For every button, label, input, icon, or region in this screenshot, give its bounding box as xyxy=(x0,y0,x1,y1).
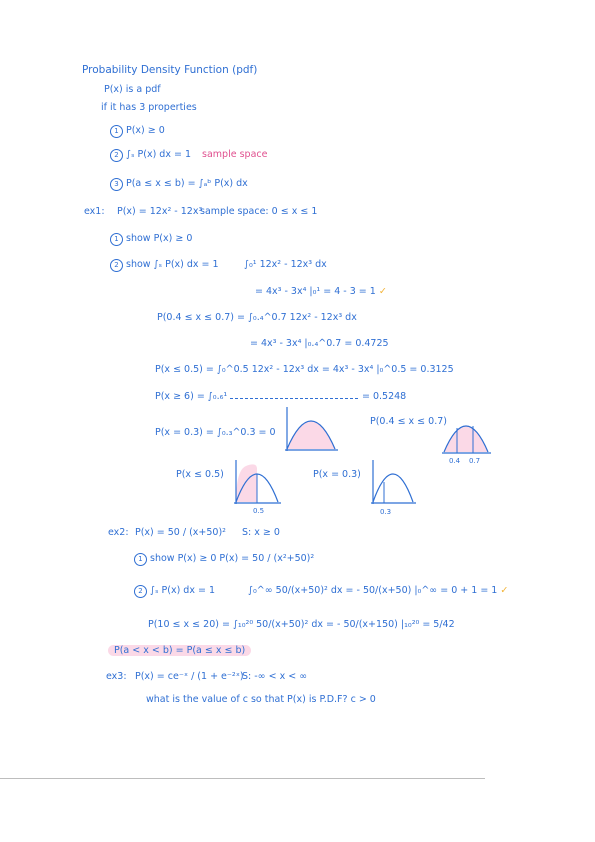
check-icon: ✓ xyxy=(378,286,387,297)
ex1-definition: P(x) = 12x² - 12x³ xyxy=(117,206,203,217)
ex1-prob-1-result: = 4x³ - 3x⁴ |₀.₄^0.7 = 0.4725 xyxy=(250,338,389,349)
circle-number: 3 xyxy=(110,178,123,191)
property-3 xyxy=(110,178,248,191)
ex1-label: ex1: xyxy=(84,206,105,217)
circle-number: 2 xyxy=(110,259,123,272)
circle-number: 2 xyxy=(110,149,123,162)
graph-4-title: P(x = 0.3) xyxy=(313,469,361,480)
ex1-step-1 xyxy=(110,233,192,246)
ex1-sample-space: sample space: 0 ≤ x ≤ 1 xyxy=(200,206,318,217)
step-text: show P(x) ≥ 0 xyxy=(126,233,193,244)
graph-2-label-b: 0.7 xyxy=(469,457,481,465)
ex2-step-2 xyxy=(134,585,215,598)
property-1 xyxy=(110,125,165,138)
result-text: = 4x³ - 3x⁴ |₀¹ = 4 - 3 = 1 xyxy=(255,286,376,297)
ex1-prob-3-result: = 0.5248 xyxy=(362,391,407,402)
ex3-question: what is the value of c so that P(x) is P.D.F? c > 0 xyxy=(146,694,376,705)
ex1-prob-3: P(x ≥ 6) = ∫₀.₆¹ xyxy=(155,391,228,402)
ex1-prob-4: P(x = 0.3) = ∫₀.₃^0.3 = 0 xyxy=(155,427,276,438)
sketch-graph-4 xyxy=(369,460,417,506)
step-text: show P(x) ≥ 0 P(x) = 50 / (x²+50)² xyxy=(150,553,315,564)
ex2-sample-space: S: x ≥ 0 xyxy=(242,527,280,538)
property-2 xyxy=(110,149,267,162)
graph-2-label-a: 0.4 xyxy=(449,457,461,465)
sketch-graph-3 xyxy=(232,460,282,506)
property-text: ∫ₛ P(x) dx = 1 xyxy=(126,149,191,160)
graph-2-title: P(0.4 ≤ x ≤ 0.7) xyxy=(370,416,447,427)
step-text: ∫ₛ P(x) dx = 1 xyxy=(150,585,215,596)
ex2-definition: P(x) = 50 / (x+50)² xyxy=(135,527,226,538)
ex2-step-1 xyxy=(134,553,314,566)
ex2-label: ex2: xyxy=(108,527,129,538)
circle-number: 1 xyxy=(110,125,123,138)
ex2-prob-1: P(10 ≤ x ≤ 20) = ∫₁₀²⁰ 50/(x+50)² dx = - 50/(x+150) |₁₀²⁰ = 5/42 xyxy=(148,619,455,630)
ex3-definition: P(x) = ce⁻ˣ / (1 + e⁻²ˣ) xyxy=(135,671,244,682)
ex3-label: ex3: xyxy=(106,671,127,682)
intro-line-1: P(x) is a pdf xyxy=(104,84,161,95)
ex2-step-2-integral xyxy=(248,585,508,597)
ex1-step-2-result xyxy=(255,286,387,298)
ex1-prob-1: P(0.4 ≤ x ≤ 0.7) = ∫₀.₄^0.7 12x² - 12x³ dx xyxy=(157,312,357,323)
property-text: P(x) ≥ 0 xyxy=(126,125,165,136)
sketch-graph-2 xyxy=(440,412,492,456)
circle-number: 1 xyxy=(110,233,123,246)
check-icon: ✓ xyxy=(500,585,509,596)
sketch-graph-1 xyxy=(283,407,339,453)
circle-number: 2 xyxy=(134,585,147,598)
ex3-sample-space: S: -∞ < x < ∞ xyxy=(242,671,308,682)
ex1-step-2 xyxy=(110,259,219,272)
dashed-line xyxy=(230,398,358,399)
graph-4-label: 0.3 xyxy=(380,508,392,516)
note-text: P(a < x < b) = P(a ≤ x ≤ b) xyxy=(108,645,251,656)
ex1-prob-2: P(x ≤ 0.5) = ∫₀^0.5 12x² - 12x³ dx = 4x³ - 3x⁴ |₀^0.5 = 0.3125 xyxy=(155,364,454,375)
intro-line-2: if it has 3 properties xyxy=(101,102,197,113)
graph-3-label: 0.5 xyxy=(253,507,265,515)
page-title: Probability Density Function (pdf) xyxy=(82,64,258,76)
step-text: show ∫ₛ P(x) dx = 1 xyxy=(126,259,219,270)
page-divider xyxy=(0,778,485,779)
sample-space-note: sample space xyxy=(202,149,268,160)
circle-number: 1 xyxy=(134,553,147,566)
ex1-step-2-integral: ∫₀¹ 12x² - 12x³ dx xyxy=(244,259,327,270)
integral-text: ∫₀^∞ 50/(x+50)² dx = - 50/(x+50) |₀^∞ = 0 + 1 = 1 xyxy=(248,585,498,596)
graph-3-title: P(x ≤ 0.5) xyxy=(176,469,224,480)
highlight-note xyxy=(108,645,251,657)
property-text: P(a ≤ x ≤ b) = ∫ₐᵇ P(x) dx xyxy=(126,178,248,189)
